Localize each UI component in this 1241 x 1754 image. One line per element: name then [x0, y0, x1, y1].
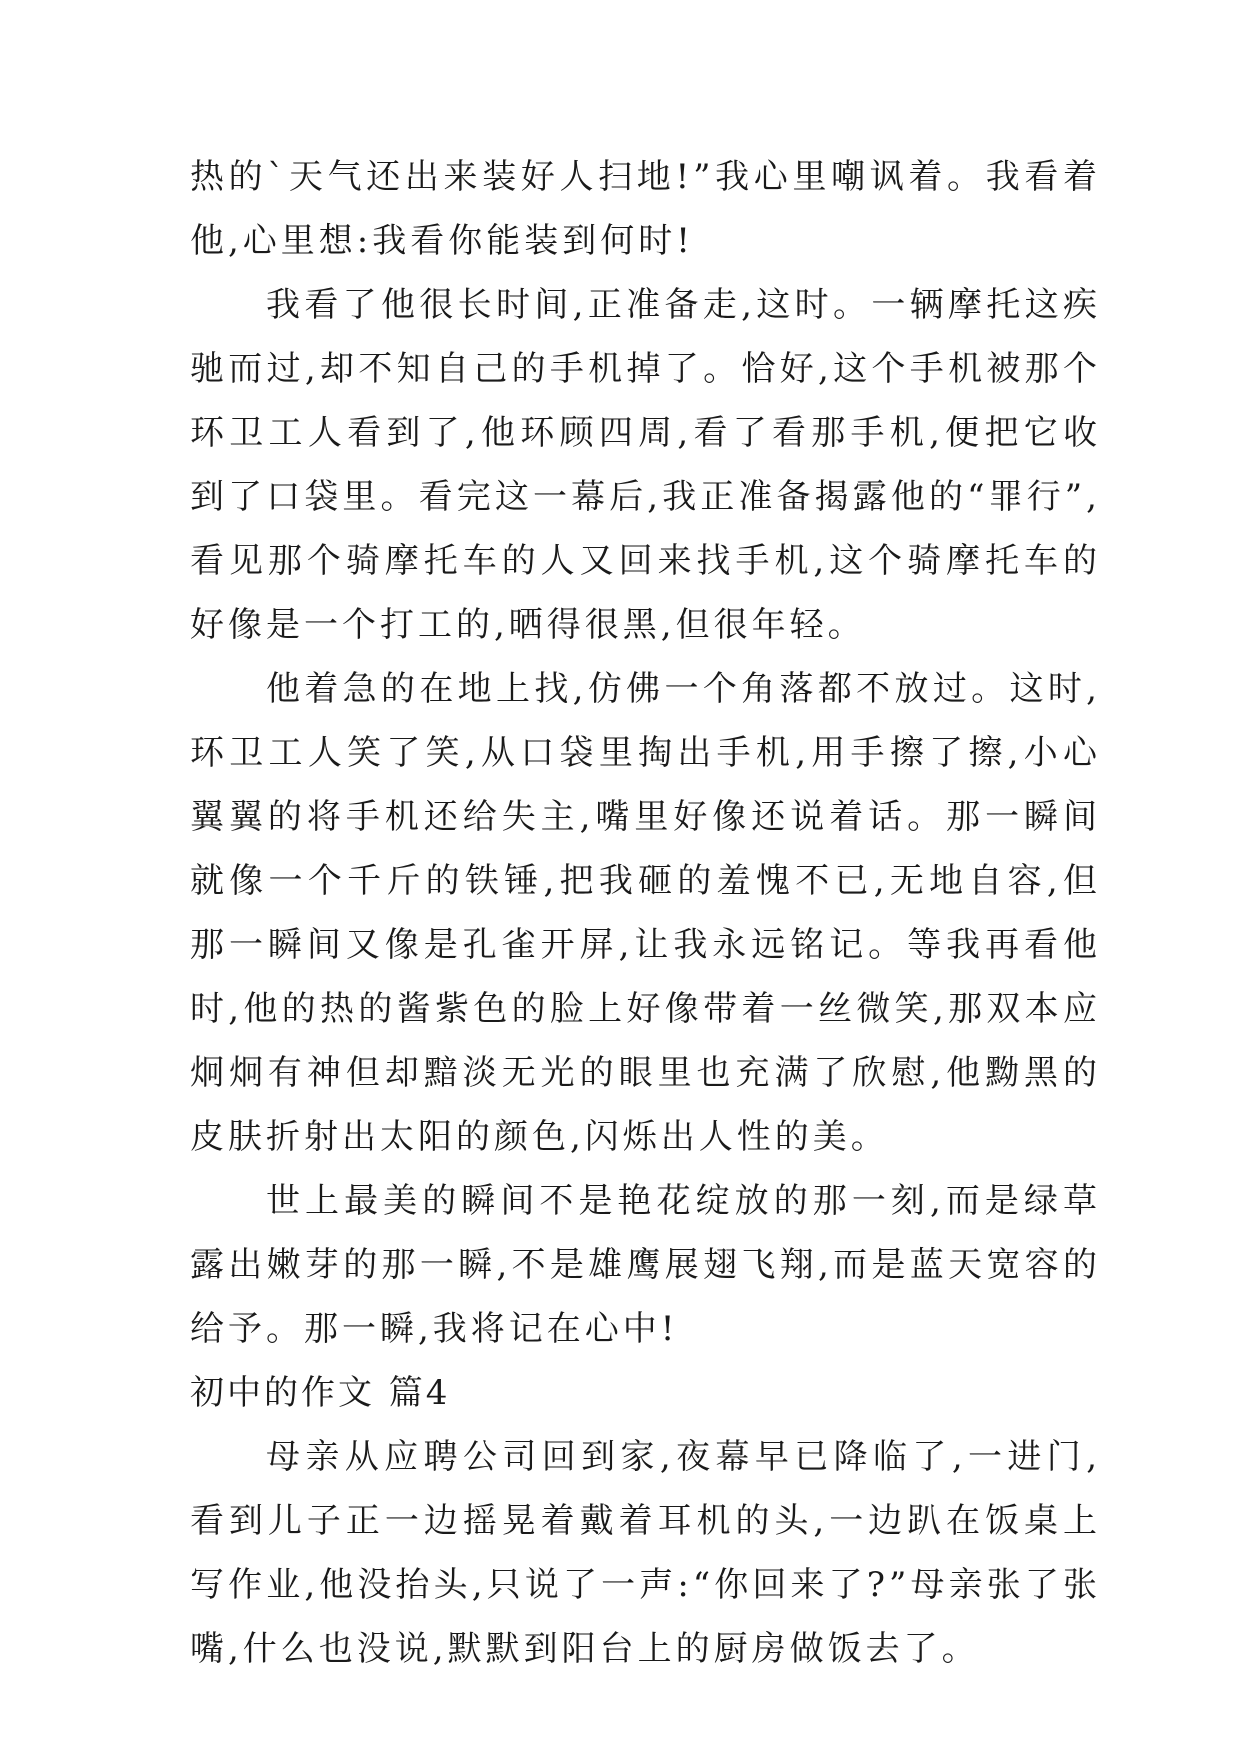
paragraph-conclusion: 世上最美的瞬间不是艳花绽放的那一刻,而是绿草露出嫩芽的那一瞬,不是雄鹰展翅飞翔,而是蓝天宽容的给予。那一瞬,我将记在心中! [190, 1181, 1101, 1349]
paragraph-motorcycle: 我看了他很长时间,正准备走,这时。一辆摩托这疾驰而过,却不知自己的手机掉了。恰好,这个手机被那个环卫工人看到了,他环顾四周,看了看那手机,便把它收到了口袋里。看完这一幕后,我正准备揭露他的“罪行”,看见那个骑摩托车的人又回来找手机,这个骑摩托车的好像是一个打工的,晒得很黑,但很年轻。 [190, 285, 1101, 645]
paragraph-mother: 母亲从应聘公司回到家,夜幕早已降临了,一进门,看到儿子正一边摇晃着戴着耳机的头,一边趴在饭桌上写作业,他没抬头,只说了一声:“你回来了?”母亲张了张嘴,什么也没说,默默到阳台上的厨房做饭去了。 [190, 1437, 1101, 1669]
paragraph-continuation: 热的`天气还出来装好人扫地!”我心里嘲讽着。我看着他,心里想:我看你能装到何时! [190, 157, 1101, 261]
section-heading: 初中的作文 篇4 [190, 1373, 451, 1413]
paragraph-return-phone: 他着急的在地上找,仿佛一个角落都不放过。这时,环卫工人笑了笑,从口袋里掏出手机,用手擦了擦,小心翼翼的将手机还给失主,嘴里好像还说着话。那一瞬间就像一个千斤的铁锤,把我砸的羞愧不已,无地自容,但那一瞬间又像是孔雀开屏,让我永远铭记。等我再看他时,他的热的酱紫色的脸上好像带着一丝微笑,那双本应炯炯有神但却黯淡无光的眼里也充满了欣慰,他黝黑的皮肤折射出太阳的颜色,闪烁出人性的美。 [190, 669, 1101, 1157]
